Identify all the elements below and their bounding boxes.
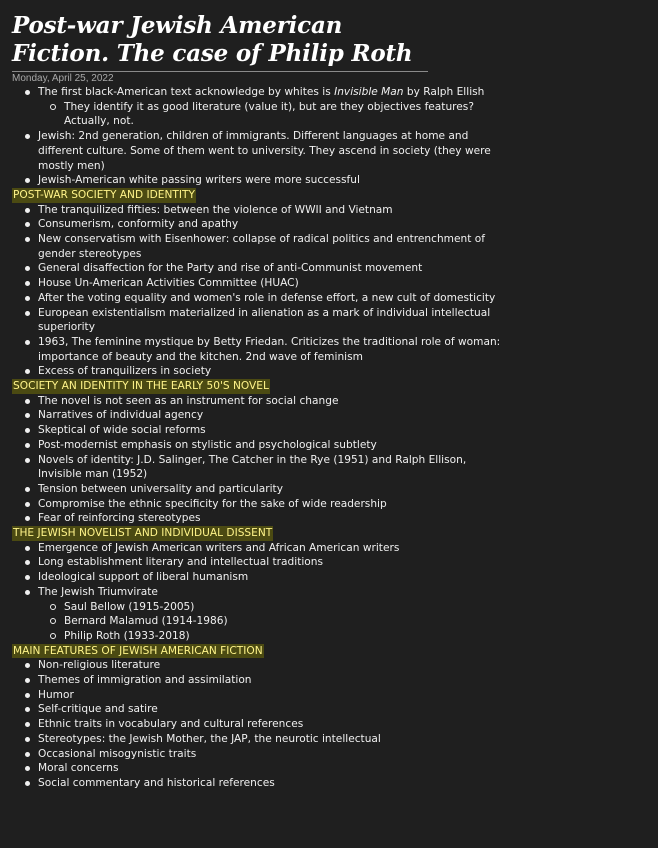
intro-list [12, 85, 648, 188]
list-item[interactable]: Ethnic traits in vocabulary and cultural references [12, 717, 502, 732]
list-item[interactable]: Ideological support of liberal humanism [12, 570, 502, 585]
list-item[interactable]: House Un-American Activities Committee (HUAC) [12, 276, 502, 291]
list-item[interactable]: 1963, The feminine mystique by Betty Friedan. Criticizes the traditional role of woman: importance of beauty and the kitchen. 2nd wave of feminism [12, 335, 502, 364]
list-item[interactable]: Social commentary and historical references [12, 776, 502, 791]
list-item[interactable]: Excess of tranquilizers in society [12, 364, 502, 379]
title-divider [12, 71, 428, 72]
list-item[interactable] [12, 85, 502, 129]
list-item[interactable] [12, 585, 502, 644]
list-item[interactable]: New conservatism with Eisenhower: collapse of radical politics and entrenchment of gender stereotypes [12, 232, 502, 261]
list-item[interactable]: Tension between universality and particularity [12, 482, 502, 497]
section-list-main-features [12, 658, 648, 790]
list-item[interactable]: Fear of reinforcing stereotypes [12, 511, 502, 526]
section-heading-main-features[interactable]: MAIN FEATURES OF JEWISH AMERICAN FICTION [13, 644, 263, 657]
list-item[interactable]: Post-modernist emphasis on stylistic and psychological subtlety [12, 438, 502, 453]
list-item[interactable]: Non-religious literature [12, 658, 502, 673]
list-item[interactable]: Humor [12, 688, 502, 703]
list-item-text: The Jewish Triumvirate [38, 585, 158, 598]
list-item[interactable]: Self-critique and satire [12, 702, 502, 717]
section-list-postwar [12, 203, 648, 379]
section-heading-early50s[interactable]: SOCIETY AN IDENTITY IN THE EARLY 50'S NOVEL [13, 380, 269, 393]
section-list-jewish-novelist [12, 541, 648, 644]
page-date: Monday, April 25, 2022 [12, 73, 114, 84]
list-item[interactable]: Consumerism, conformity and apathy [12, 217, 502, 232]
sub-list-item[interactable]: Philip Roth (1933-2018) [38, 629, 502, 644]
list-item[interactable]: Moral concerns [12, 761, 502, 776]
sub-list [38, 600, 502, 644]
section-heading-postwar[interactable]: POST-WAR SOCIETY AND IDENTITY [13, 188, 195, 201]
list-item[interactable]: Themes of immigration and assimilation [12, 673, 502, 688]
list-item-italic: Invisible Man [334, 86, 404, 98]
list-item[interactable]: The tranquilized fifties: between the violence of WWII and Vietnam [12, 203, 502, 218]
list-item[interactable]: General disaffection for the Party and rise of anti-Communist movement [12, 261, 502, 276]
sub-list-item[interactable]: They identify it as good literature (value it), but are they objectives features? Actually, not. [38, 100, 502, 129]
list-item[interactable]: After the voting equality and women's role in defense effort, a new cult of domesticity [12, 291, 502, 306]
sub-list [38, 100, 502, 129]
list-item[interactable]: European existentialism materialized in alienation as a mark of individual intellectual superiority [12, 306, 502, 335]
list-item-text: by Ralph Ellish [403, 86, 485, 98]
list-item[interactable]: Emergence of Jewish American writers and African American writers [12, 541, 502, 556]
note-page [12, 12, 648, 791]
list-item[interactable]: Novels of identity: J.D. Salinger, The Catcher in the Rye (1951) and Ralph Ellison, Invisible man (1952) [12, 453, 502, 482]
section-heading-jewish-novelist[interactable]: THE JEWISH NOVELIST AND INDIVIDUAL DISSENT [13, 527, 273, 540]
list-item[interactable]: Jewish-American white passing writers were more successful [12, 173, 502, 188]
list-item[interactable]: Long establishment literary and intellectual traditions [12, 555, 502, 570]
page-title[interactable]: Post-war Jewish American Fiction. The case of Philip Roth [12, 12, 413, 67]
sub-list-item[interactable]: Saul Bellow (1915-2005) [38, 600, 502, 615]
list-item[interactable]: Skeptical of wide social reforms [12, 423, 502, 438]
notes-body [12, 85, 648, 791]
list-item[interactable]: Stereotypes: the Jewish Mother, the JAP, the neurotic intellectual [12, 732, 502, 747]
list-item[interactable]: Compromise the ethnic specificity for the sake of wide readership [12, 497, 502, 512]
list-item[interactable]: Occasional misogynistic traits [12, 747, 502, 762]
section-list-early50s [12, 394, 648, 526]
list-item-text: The first black-American text acknowledge by whites is [38, 86, 335, 98]
list-item[interactable]: Narratives of individual agency [12, 408, 502, 423]
sub-list-item[interactable]: Bernard Malamud (1914-1986) [38, 614, 502, 629]
list-item[interactable]: The novel is not seen as an instrument for social change [12, 394, 502, 409]
list-item[interactable]: Jewish: 2nd generation, children of immigrants. Different languages at home and different culture. Some of them went to university. They ascend in society (they were mostly men) [12, 129, 502, 173]
